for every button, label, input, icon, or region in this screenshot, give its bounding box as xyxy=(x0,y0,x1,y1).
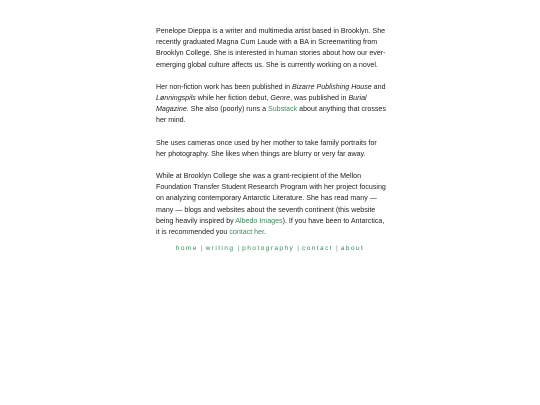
publication-burial: Burial Magazine xyxy=(156,94,367,114)
nav-separator: | xyxy=(237,245,240,252)
substack-link[interactable]: Substack xyxy=(268,105,298,114)
bio-paragraph-3: She uses cameras once used by her mother to take family portraits for her photography. She likes when things are blurry or very far away. xyxy=(156,138,377,158)
work-genre: Genre xyxy=(270,94,291,103)
bio-paragraph-4: While at Brooklyn College she was a grant-recipient of the Mellon Foundation Transfer Student Research Program with her project focusing on analyzing contemporary Antarctic Literature. She has read many — many — blogs and websites about the seventh continent (this website being heavily inspired by Albedo Images). If you have been to Antarctica, it is recommended you contact her. xyxy=(156,172,386,237)
nav-home[interactable]: home xyxy=(175,245,198,252)
nav-separator: | xyxy=(297,245,299,252)
publication-lonningspils: Lønningspils xyxy=(156,94,196,103)
nav-separator: | xyxy=(200,245,203,252)
footer-nav xyxy=(0,245,540,252)
nav-contact[interactable]: contact xyxy=(301,245,333,252)
nav-photography[interactable]: photography xyxy=(242,245,295,252)
publication-bizarre: Bizarre Publishing House xyxy=(292,82,372,91)
bio-paragraph-2: Her non-fiction work has been published in Bizarre Publishing House and Lønningspils while her fiction debut, Genre, was published in Burial Magazine. She also (poorly) runs a Substack about anything that crosses her mind. xyxy=(156,82,386,125)
nav-about[interactable]: about xyxy=(340,245,365,252)
bio-paragraph-1: Penelope Dieppa is a writer and multimedia artist based in Brooklyn. She recently graduated Magna Cum Laude with a BA in Screenwriting from Brooklyn College. She is interested in human stories about how our ever-emerging global culture affects us. She is currently working on a novel. xyxy=(156,27,386,69)
nav-writing[interactable]: writing xyxy=(205,245,235,252)
contact-her-link[interactable]: contact her xyxy=(229,228,265,237)
albedo-images-link[interactable]: Albedo Images xyxy=(235,216,283,225)
nav-separator: | xyxy=(336,245,338,252)
bio-content xyxy=(156,26,388,249)
